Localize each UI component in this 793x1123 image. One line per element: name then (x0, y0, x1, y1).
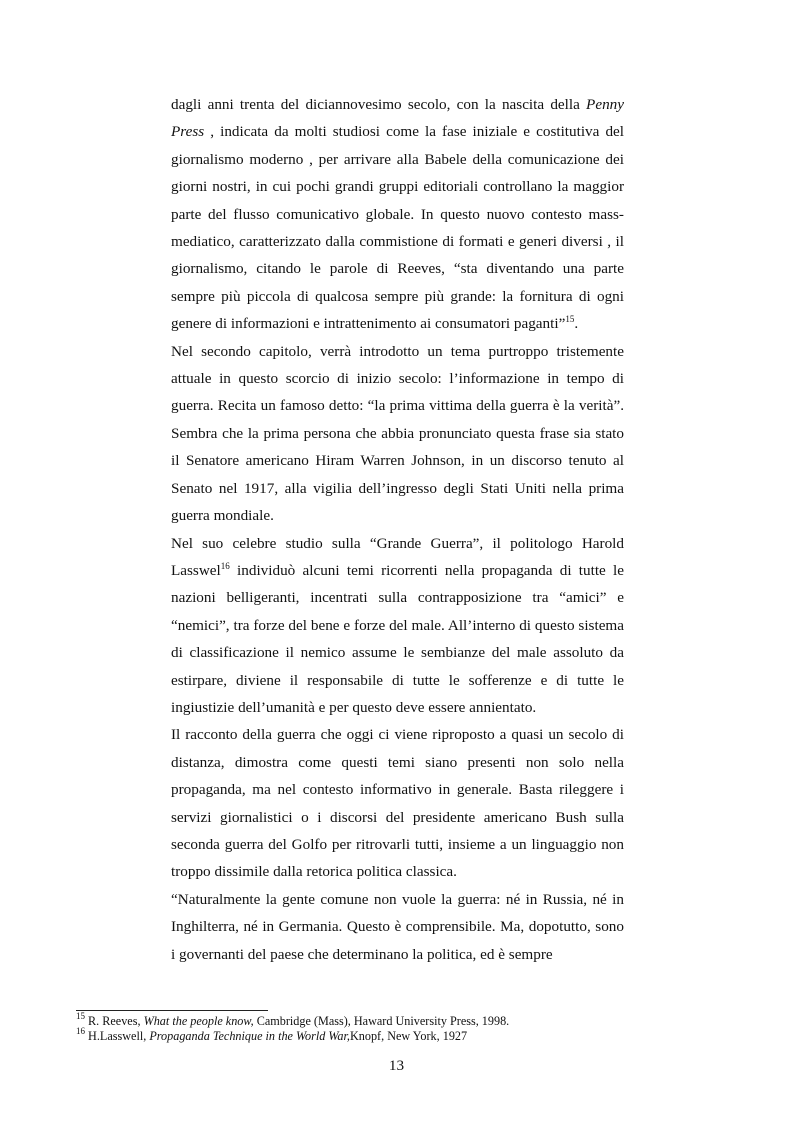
paragraph-text: dagli anni trenta del diciannovesimo secolo, con la nascita della (171, 96, 587, 113)
footnote-text: Cambridge (Mass), Haward University Press, 1998. (253, 1014, 510, 1028)
footnote-ref[interactable]: 16 (220, 560, 230, 571)
footnote-title: Propaganda Technique in the World War, (149, 1029, 350, 1043)
paragraph (171, 91, 624, 338)
footnote-number: 16 (76, 1026, 85, 1036)
footnote-divider (76, 1010, 268, 1011)
body-text (171, 91, 624, 968)
footnote-number: 15 (76, 1011, 85, 1021)
italic-title: Penny Press (171, 96, 624, 141)
paragraph: Nel secondo capitolo, verrà introdotto un tema purtroppo tristemente attuale in questo scorcio di inizio secolo: l’informazione in tempo di guerra. Recita un famoso detto: “la prima vittima della guerra è la verità”. Sembra che la prima persona che abbia pronunciato questa frase sia stato il Senatore americano Hiram Warren Johnson, in un discorso tenuto al Senato nel 1917, alla vigilia dell’ingresso degli Stati Uniti nella prima guerra mondiale. (171, 342, 624, 525)
paragraph: “Naturalmente la gente comune non vuole la guerra: né in Russia, né in Inghilterra, né in Germania. Questo è comprensibile. Ma, dopotutto, sono i governanti del paese che determinano la politica, ed è sempre (171, 890, 624, 963)
paragraph-text: individuò alcuni temi ricorrenti nella propaganda di tutte le nazioni belligeranti, incentrati sulla contrapposizione tra “amici” e “nemici”, tra forze del bene e forze del male. All’interno di questo sistema di classificazione il nemico assume le sembianze del male assoluto da estirpare, diviene il responsabile di tutte le sofferenze e di tutte le ingiustizie dell’umanità e per questo deve essere annientato. (171, 561, 624, 716)
footnote-text: Knopf, New York, 1927 (349, 1029, 468, 1043)
footnote-text: R. Reeves, (85, 1014, 144, 1028)
footnote (76, 1026, 636, 1044)
paragraph: Il racconto della guerra che oggi ci viene riproposto a quasi un secolo di distanza, dimostra come questi temi siano presenti non solo nella propaganda, ma nel contesto informativo in generale. Basta rileggere i servizi giornalistici o i discorsi del presidente americano Bush sulla seconda guerra del Golfo per ritrovarli tutti, insieme a un linguaggio non troppo dissimile dalla retorica politica classica. (171, 726, 624, 881)
footnote (76, 1011, 636, 1029)
page-number: 13 (388, 1057, 405, 1074)
footnote-ref[interactable]: 15 (565, 314, 575, 325)
paragraph-text: . (574, 315, 579, 333)
footnotes (76, 1011, 636, 1044)
footnote-title: What the people know, (143, 1014, 254, 1028)
footnote-text: H.Lasswell, (85, 1029, 150, 1043)
paragraph (171, 530, 624, 722)
paragraph-text: , indicata da molti studiosi come la fase iniziale e costitutiva del giornalismo moderno , per arrivare alla Babele della comunicazione dei giorni nostri, in cui pochi grandi gruppi editoriali controllano la maggior parte del flusso comunicativo globale. In questo nuovo contesto mass-mediatico, caratterizzato dalla commistione di formati e generi diversi , il giornalismo, citando le parole di Reeves, “sta diventando una parte sempre più piccola di qualcosa sempre più grande: la fornitura di ogni genere di informazioni e intrattenimento ai consumatori paganti” (171, 123, 624, 333)
paragraph-text: Nel suo celebre studio sulla “Grande Guerra”, il politologo Harold Lasswel (171, 534, 624, 579)
